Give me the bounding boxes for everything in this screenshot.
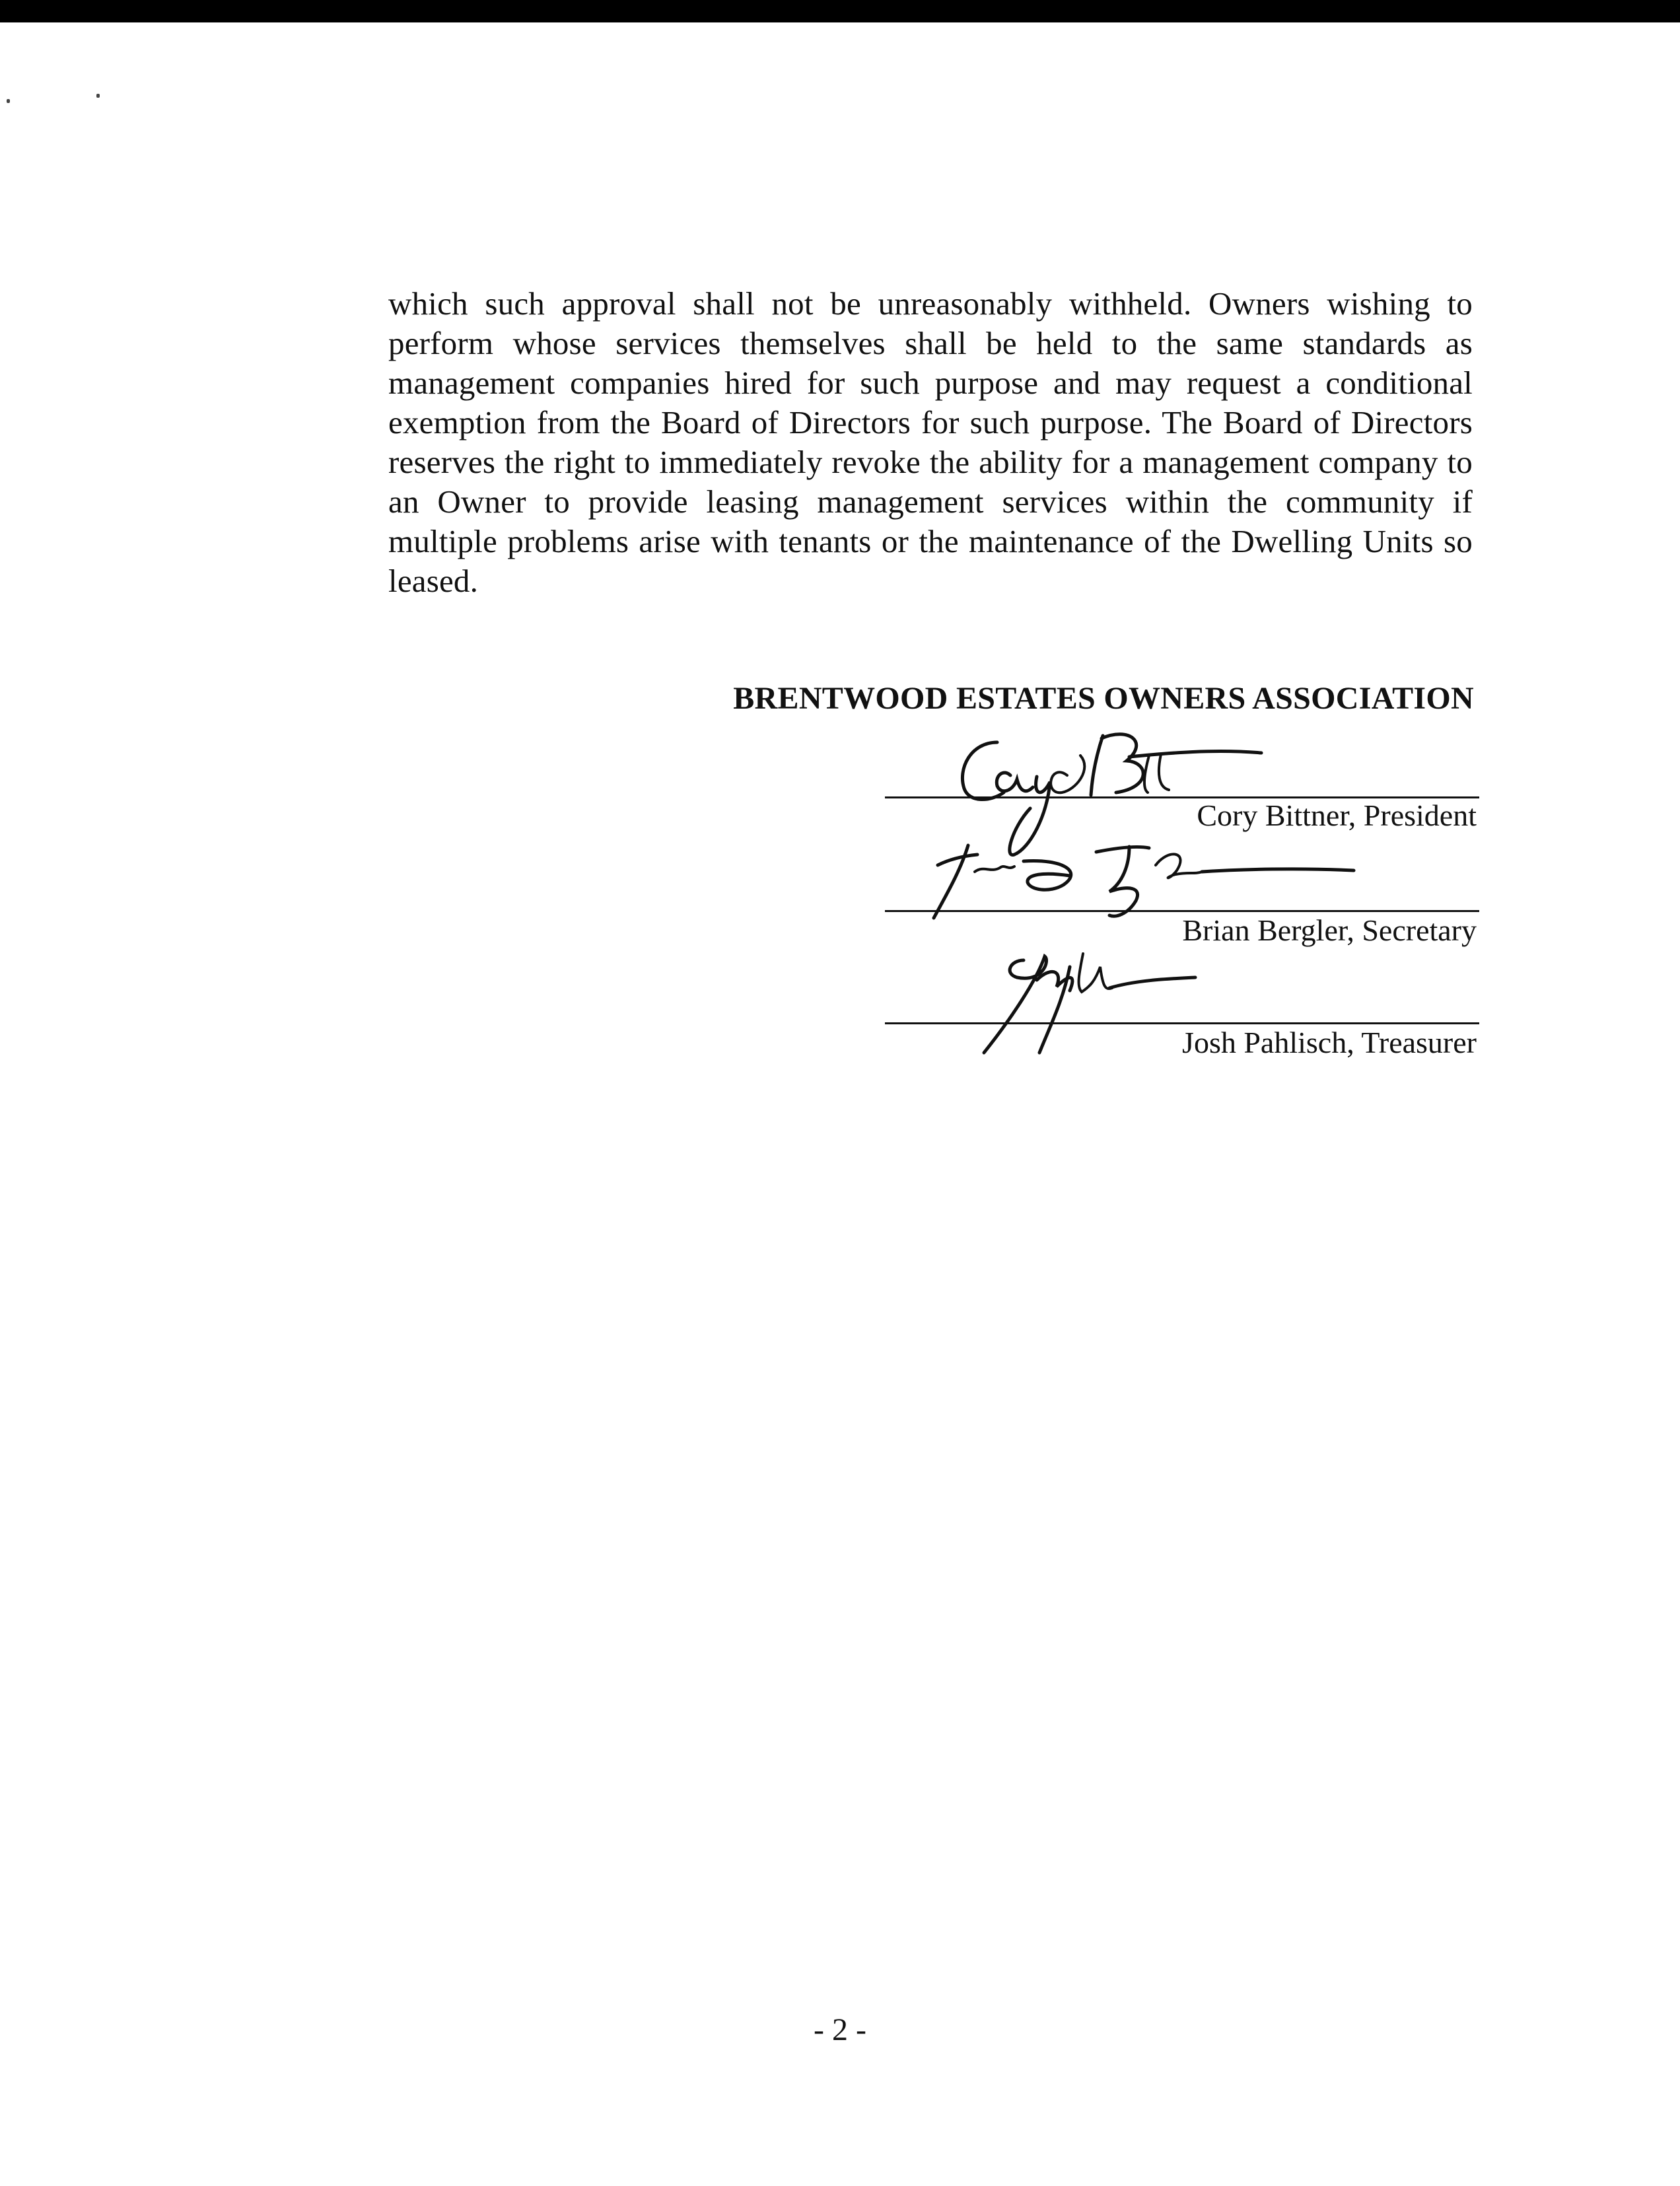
signer-caption-treasurer: Josh Pahlisch, Treasurer xyxy=(1182,1026,1477,1059)
scan-speck xyxy=(7,99,10,103)
signature-block-president xyxy=(885,733,1479,845)
signature-line xyxy=(885,1022,1479,1024)
signature-line xyxy=(885,910,1479,912)
body-paragraph: which such approval shall not be unreasonably withheld. Owners wishing to perform whose services themselves shall be held to the same standards as management companies hired for such purpose and may request a conditional exemption from the Board of Directors for such purpose. The Board of Directors reserves the right to immediately revoke the ability for a management company to an Owner to provide leasing management services within the community if multiple problems arise with tenants or the maintenance of the Dwelling Units so leased. xyxy=(388,285,1473,599)
scan-top-edge xyxy=(0,0,1680,22)
scan-speck xyxy=(96,94,100,98)
page-number: - 2 - xyxy=(814,2012,866,2047)
signer-caption-secretary: Brian Bergler, Secretary xyxy=(1182,913,1477,947)
association-name: BRENTWOOD ESTATES OWNERS ASSOCIATION xyxy=(733,681,1474,716)
signature-block-treasurer xyxy=(885,964,1479,1076)
signer-caption-president: Cory Bittner, President xyxy=(1197,798,1477,832)
